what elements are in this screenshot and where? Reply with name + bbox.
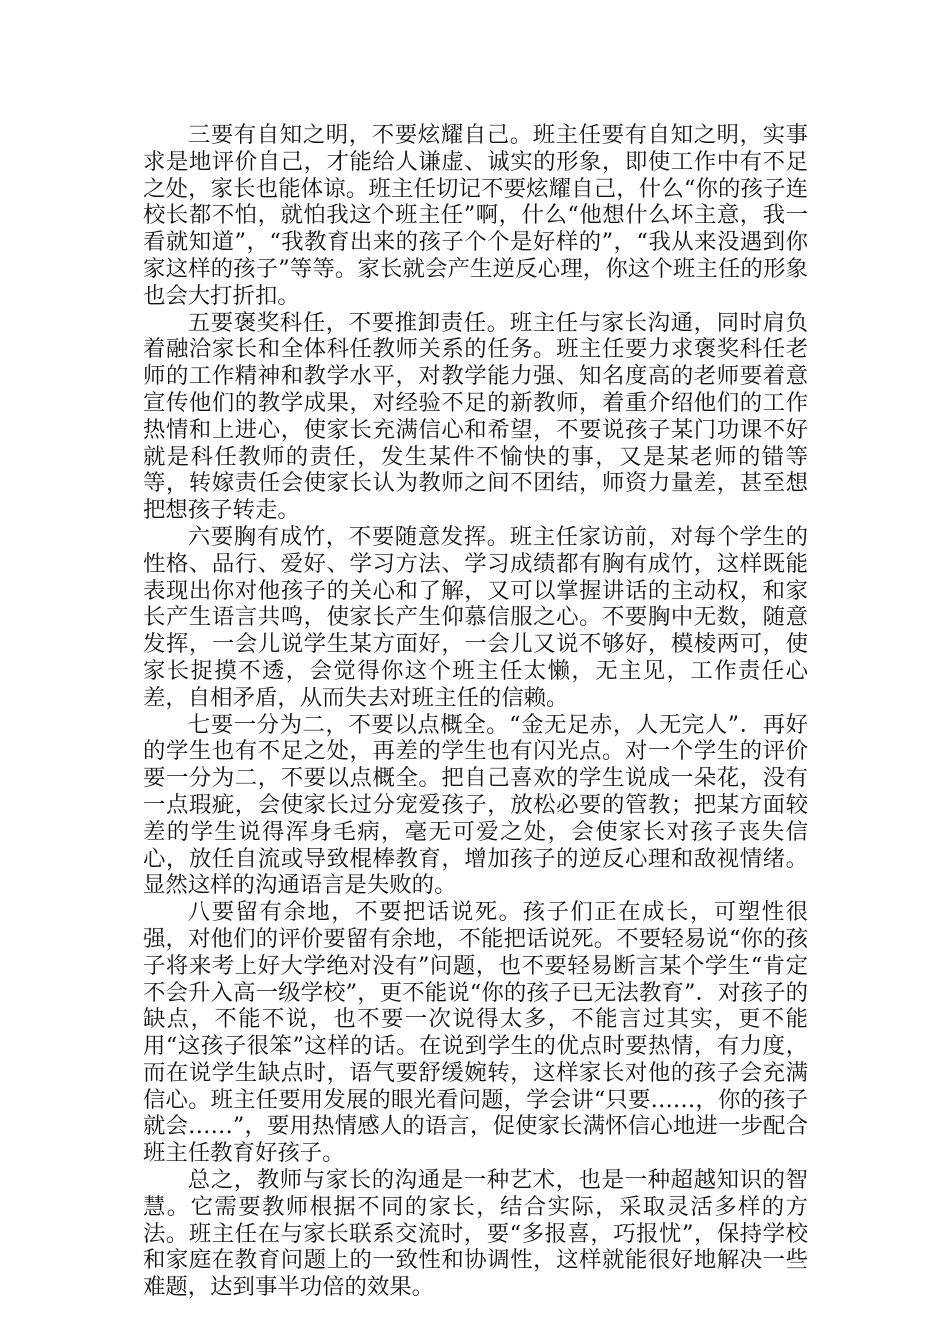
paragraph-conclusion: 总之，教师与家长的沟通是一种艺术，也是一种超越知识的智慧。它需要教师根据不同的家长，结合实际，采取灵活多样的方法。班主任在与家长联系交流时，要“多报喜，巧报忧”，保持学校和家庭在教育问题上的一致性和协调性，这样就能很好地解决一些难题，达到事半功倍的效果。 — [143, 1167, 808, 1301]
paragraph-balanced-view: 七要一分为二，不要以点概全。“金无足赤，人无完人”．再好的学生也有不足之处，再差的学生也有闪光点。对一个学生的评价要一分为二，不要以点概全。把自己喜欢的学生说成一朵花，没有一点瑕疵，会使家长过分宠爱孩子，放松必要的管教；把某方面较差的学生说得浑身毛病，毫无可爱之处，会使家长对孩子丧失信心，放任自流或导致棍棒教育，增加孩子的逆反心理和敌视情绪。显然这样的沟通语言是失败的。 — [143, 711, 808, 899]
paragraph-praise-teachers: 五要褒奖科任，不要推卸责任。班主任与家长沟通，同时肩负着融洽家长和全体科任教师关系的任务。班主任要力求褒奖科任老师的工作精神和教学水平，对教学能力强、知名度高的老师要着意宣传他们的教学成果，对经验不足的新教师，着重介绍他们的工作热情和上进心，使家长充满信心和希望，不要说孩子某门功课不好就是科任教师的责任，发生某件不愉快的事，又是某老师的错等等，转嫁责任会使家长认为教师之间不团结，师资力量差，甚至想把想孩子转走。 — [143, 309, 808, 524]
document-body — [143, 122, 808, 1301]
paragraph-self-awareness: 三要有自知之明，不要炫耀自己。班主任要有自知之明，实事求是地评价自己，才能给人谦虚、诚实的形象，即使工作中有不足之处，家长也能体谅。班主任切记不要炫耀自己，什么“你的孩子连校长都不怕，就怕我这个班主任”啊，什么“他想什么坏主意，我一看就知道”，“我教育出来的孩子个个是好样的”，“我从来没遇到你家这样的孩子”等等。家长就会产生逆反心理，你这个班主任的形象也会大打折扣。 — [143, 122, 808, 309]
paragraph-leave-room: 八要留有余地，不要把话说死。孩子们正在成长，可塑性很强，对他们的评价要留有余地，不能把话说死。不要轻易说“你的孩子将来考上好大学绝对没有”问题，也不要轻易断言某个学生“肯定不会升入高一级学校”，更不能说“你的孩子已无法教育”．对孩子的缺点，不能不说，也不要一次说得太多，不能言过其实，更不能用“这孩子很笨”这样的话。在说到学生的优点时要热情，有力度，而在说学生缺点时，语气要舒缓婉转，这样家长对他的孩子会充满信心。班主任要用发展的眼光看问题，学会讲“只要……，你的孩子就会……”，要用热情感人的语言，促使家长满怀信心地进一步配合班主任教育好孩子。 — [143, 899, 808, 1167]
paragraph-be-prepared: 六要胸有成竹，不要随意发挥。班主任家访前，对每个学生的性格、品行、爱好、学习方法、学习成绩都有胸有成竹，这样既能表现出你对他孩子的关心和了解，又可以掌握讲话的主动权，和家长产生语言共鸣，使家长产生仰慕信服之心。不要胸中无数，随意发挥，一会儿说学生某方面好，一会儿又说不够好，模棱两可，使家长捉摸不透，会觉得你这个班主任太懒，无主见，工作责任心差，自相矛盾，从而失去对班主任的信赖。 — [143, 523, 808, 711]
